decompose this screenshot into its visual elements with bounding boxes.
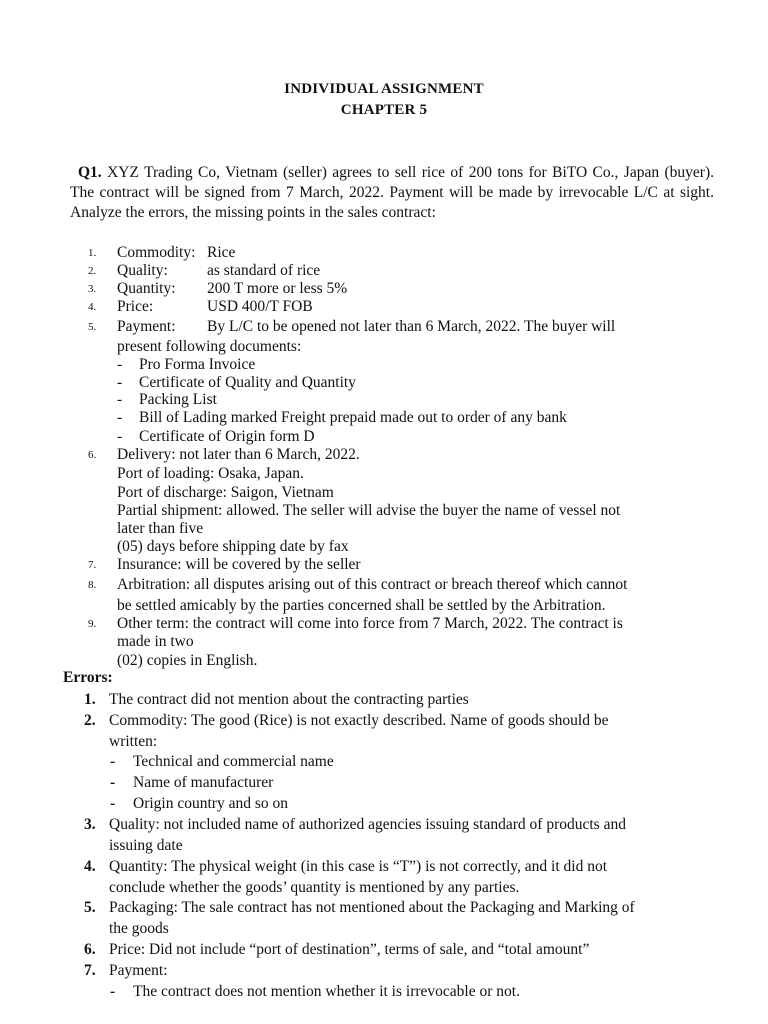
item-value: 200 T more or less 5% — [207, 280, 348, 297]
delivery-line: Port of discharge: Saigon, Vietnam — [117, 484, 334, 501]
error-subitem: Name of manufacturer — [133, 774, 274, 791]
item-value: By L/C to be opened not later than 6 March, 2022. The buyer will — [207, 318, 616, 335]
list-number: 8. — [88, 579, 97, 591]
list-item-continuation: (02) copies in English. — [117, 652, 258, 669]
error-text: the goods — [109, 920, 169, 937]
error-text: issuing date — [109, 837, 183, 854]
error-subitem: Technical and commercial name — [133, 753, 334, 770]
dash-bullet: - — [117, 374, 123, 391]
list-item: Insurance: will be covered by the seller — [117, 556, 361, 573]
list-number: 7. — [88, 559, 97, 571]
error-number: 6. — [84, 941, 96, 958]
error-number: 4. — [84, 858, 96, 875]
list-number: 1. — [88, 247, 97, 259]
error-number: 1. — [84, 691, 96, 708]
delivery-line: (05) days before shipping date by fax — [117, 538, 349, 555]
error-number: 7. — [84, 962, 96, 979]
item-label: Payment: — [117, 318, 176, 335]
list-number: 9. — [88, 618, 97, 630]
item-label: Commodity: — [117, 244, 196, 261]
error-subitem: The contract does not mention whether it is irrevocable or not. — [133, 983, 520, 1000]
document-title: INDIVIDUAL ASSIGNMENT — [284, 81, 484, 97]
errors-heading: Errors: — [63, 669, 113, 686]
error-text: Packaging: The sale contract has not mentioned about the Packaging and Marking of — [109, 899, 635, 916]
list-number: 6. — [88, 449, 97, 461]
dash-bullet: - — [110, 795, 116, 812]
error-subitem: Origin country and so on — [133, 795, 288, 812]
dash-bullet: - — [110, 753, 116, 770]
list-item — [117, 243, 235, 262]
error-text: Payment: — [109, 962, 168, 979]
document-item: Packing List — [139, 391, 217, 408]
list-item — [117, 279, 347, 298]
dash-bullet: - — [117, 356, 123, 373]
list-item — [117, 261, 320, 280]
error-text: Price: Did not include “port of destination”, terms of sale, and “total amount” — [109, 941, 590, 958]
error-number: 3. — [84, 816, 96, 833]
item-label: Quantity: — [117, 280, 176, 297]
list-number: 4. — [88, 301, 97, 313]
list-item — [117, 317, 615, 336]
item-value: as standard of rice — [207, 262, 321, 279]
error-text: The contract did not mention about the contracting parties — [109, 691, 469, 708]
list-item: Arbitration: all disputes arising out of this contract or breach thereof which cannot — [117, 576, 628, 593]
item-label: Price: — [117, 298, 154, 315]
dash-bullet: - — [117, 391, 123, 408]
error-text: conclude whether the goods’ quantity is mentioned by any parties. — [109, 879, 520, 896]
dash-bullet: - — [117, 428, 123, 445]
error-text: Quantity: The physical weight (in this case is “T”) is not correctly, and it did not — [109, 858, 608, 875]
list-item — [117, 297, 313, 316]
dash-bullet: - — [117, 409, 123, 426]
error-text: Commodity: The good (Rice) is not exactly described. Name of goods should be — [109, 712, 609, 729]
question-label: Q1. — [78, 164, 102, 181]
question-text: XYZ Trading Co, Vietnam (seller) agrees to sell rice of 200 tons for BiTO Co., Japan (buyer). The contract will be signed from 7 March, 2022. Payment will be made by irrevocable L/C at sight. Analyze the errors, the missing points in the sales contract: — [70, 164, 715, 221]
error-number: 2. — [84, 712, 96, 729]
list-item: Delivery: not later than 6 March, 2022. — [117, 446, 360, 463]
list-item-continuation: be settled amicably by the parties concerned shall be settled by the Arbitration. — [117, 597, 606, 614]
question-paragraph — [70, 163, 714, 223]
dash-bullet: - — [110, 774, 116, 791]
list-item: Other term: the contract will come into force from 7 March, 2022. The contract is — [117, 615, 623, 632]
list-number: 2. — [88, 265, 97, 277]
list-item-continuation: present following documents: — [117, 338, 302, 355]
delivery-line: Port of loading: Osaka, Japan. — [117, 465, 304, 482]
item-value: Rice — [207, 244, 236, 261]
chapter-title: CHAPTER 5 — [340, 102, 428, 118]
error-text: written: — [109, 733, 158, 750]
error-number: 5. — [84, 899, 96, 916]
list-item-continuation: made in two — [117, 633, 194, 650]
document-item: Certificate of Quality and Quantity — [139, 374, 356, 391]
item-value: USD 400/T FOB — [207, 298, 313, 315]
dash-bullet: - — [110, 983, 116, 1000]
list-number: 5. — [88, 321, 97, 333]
delivery-line: later than five — [117, 520, 204, 537]
delivery-line: Partial shipment: allowed. The seller will advise the buyer the name of vessel not — [117, 502, 621, 519]
document-item: Certificate of Origin form D — [139, 428, 315, 445]
document-item: Bill of Lading marked Freight prepaid made out to order of any bank — [139, 409, 567, 426]
item-label: Quality: — [117, 262, 168, 279]
document-item: Pro Forma Invoice — [139, 356, 256, 373]
list-number: 3. — [88, 283, 97, 295]
error-text: Quality: not included name of authorized agencies issuing standard of products and — [109, 816, 626, 833]
